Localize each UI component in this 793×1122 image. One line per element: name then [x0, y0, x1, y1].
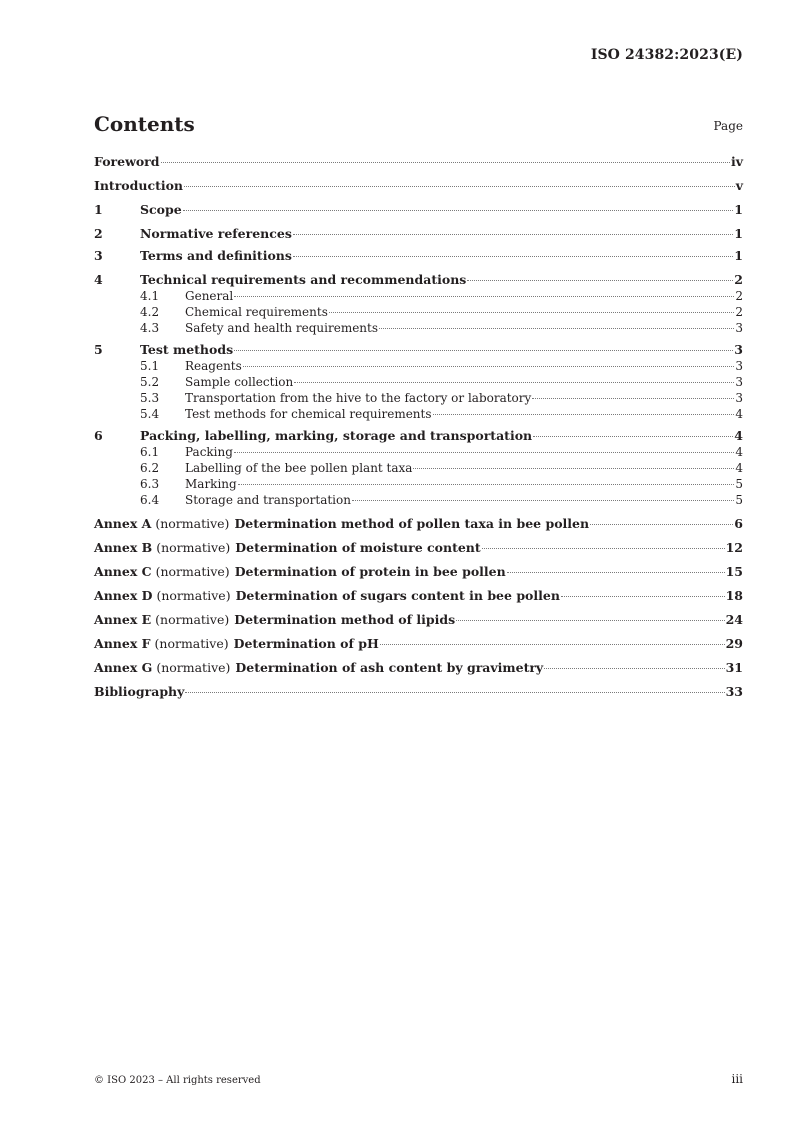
- annex-label: Annex B: [94, 540, 153, 555]
- copyright-notice: © ISO 2023 – All rights reserved: [94, 1075, 261, 1086]
- clause-number: 4: [94, 272, 103, 287]
- document-code: ISO 24382:2023(E): [590, 47, 743, 63]
- toc-annex-e[interactable]: [94, 612, 743, 628]
- toc-entry-label: Terms and definitions: [140, 248, 292, 263]
- subclause-number: 5.4: [140, 407, 160, 421]
- toc-subclause-6-4[interactable]: [94, 492, 743, 508]
- toc-annex-c[interactable]: [94, 564, 743, 580]
- subclause-number: 5.1: [140, 359, 160, 373]
- dot-leader: [413, 468, 734, 469]
- toc-entry-page: v: [735, 178, 743, 193]
- toc-clause-5[interactable]: [94, 342, 743, 358]
- toc-entry-label: Reagents: [185, 359, 242, 373]
- dot-leader: [433, 414, 735, 415]
- toc-entry-page: 3: [734, 342, 743, 357]
- toc-entry-page: 3: [735, 321, 743, 335]
- toc-entry-page: 15: [725, 564, 743, 579]
- toc-subclause-5-3[interactable]: [94, 390, 743, 406]
- dot-leader: [161, 162, 730, 163]
- dot-leader: [329, 312, 734, 313]
- toc-entry-page: 2: [735, 289, 743, 303]
- subclause-number: 4.3: [140, 321, 160, 335]
- subclause-number: 5.3: [140, 391, 160, 405]
- annex-type: (normative): [156, 540, 231, 555]
- dot-leader: [379, 328, 734, 329]
- toc-entry-label: Labelling of the bee pollen plant taxa: [185, 461, 413, 475]
- toc-subclause-4-1[interactable]: [94, 288, 743, 304]
- annex-type: (normative): [155, 564, 230, 579]
- annex-label: Annex D: [94, 588, 153, 603]
- subclause-number: 4.1: [140, 289, 160, 303]
- toc-entry-page: 6: [734, 516, 743, 531]
- toc-entry-label: General: [185, 289, 234, 303]
- toc-entry-label: Test methods: [140, 342, 234, 357]
- dot-leader: [183, 210, 734, 211]
- toc-entry-page: 3: [735, 359, 743, 373]
- toc-entry-page: 5: [735, 477, 743, 491]
- toc-entry-page: iv: [730, 154, 743, 169]
- dot-leader: [482, 548, 725, 549]
- dot-leader: [234, 452, 734, 453]
- toc-entry-label: Packing: [185, 445, 233, 459]
- toc-subclause-6-2[interactable]: [94, 460, 743, 476]
- toc-clause-4[interactable]: [94, 272, 743, 288]
- annex-type: (normative): [154, 636, 229, 651]
- dot-leader: [456, 620, 724, 621]
- annex-title: Determination of sugars content in bee pollen: [235, 588, 560, 603]
- toc-annex-f[interactable]: [94, 636, 743, 652]
- dot-leader: [561, 596, 725, 597]
- toc-entry-page: 18: [725, 588, 743, 603]
- dot-leader: [293, 256, 733, 257]
- toc-entry-page: 12: [725, 540, 743, 555]
- toc-entry-page: 33: [725, 684, 743, 699]
- toc-entry-bibliography[interactable]: [94, 684, 743, 700]
- dot-leader: [533, 436, 733, 437]
- subclause-number: 4.2: [140, 305, 160, 319]
- toc-annex-a[interactable]: [94, 516, 743, 532]
- clause-number: 1: [94, 202, 103, 217]
- annex-label: Annex A: [94, 516, 152, 531]
- toc-entry-label: Introduction: [94, 178, 184, 193]
- toc-clause-6[interactable]: [94, 428, 743, 444]
- toc-entry-label: Transportation from the hive to the factory or laboratory: [185, 391, 532, 405]
- toc-subclause-4-3[interactable]: [94, 320, 743, 336]
- toc-subclause-4-2[interactable]: [94, 304, 743, 320]
- toc-entry-page: 3: [735, 375, 743, 389]
- toc-entry-page: 2: [734, 272, 743, 287]
- toc-entry-introduction[interactable]: [94, 178, 743, 194]
- toc-subclause-6-1[interactable]: [94, 444, 743, 460]
- subclause-number: 6.2: [140, 461, 160, 475]
- dot-leader: [467, 280, 733, 281]
- dot-leader: [234, 350, 733, 351]
- page-number: iii: [731, 1072, 743, 1086]
- toc-entry-page: 3: [735, 391, 743, 405]
- toc-entry-label: Safety and health requirements: [185, 321, 379, 335]
- toc-subclause-6-3[interactable]: [94, 476, 743, 492]
- annex-label: Annex C: [94, 564, 152, 579]
- dot-leader: [243, 366, 735, 367]
- toc-entry-label: Marking: [185, 477, 237, 491]
- clause-number: 3: [94, 248, 103, 263]
- annex-title: Determination of protein in bee pollen: [234, 564, 506, 579]
- toc-entry-page: 4: [735, 407, 743, 421]
- annex-label: Annex F: [94, 636, 151, 651]
- dot-leader: [293, 234, 733, 235]
- clause-number: 2: [94, 226, 103, 241]
- toc-entry-page: 1: [734, 226, 743, 241]
- toc-entry-label: Chemical requirements: [185, 305, 328, 319]
- subclause-number: 5.2: [140, 375, 160, 389]
- annex-type: (normative): [155, 516, 230, 531]
- toc-entry-page: 31: [725, 660, 743, 675]
- dot-leader: [352, 500, 734, 501]
- toc-subclause-5-1[interactable]: [94, 358, 743, 374]
- toc-entry-page: 1: [734, 248, 743, 263]
- toc-clause-2[interactable]: [94, 226, 743, 242]
- toc-subclause-5-4[interactable]: [94, 406, 743, 422]
- toc-entry-page: 29: [725, 636, 743, 651]
- toc-clause-1[interactable]: [94, 202, 743, 218]
- clause-number: 6: [94, 428, 103, 443]
- toc-entry-label: Test methods for chemical requirements: [185, 407, 432, 421]
- dot-leader: [590, 524, 733, 525]
- toc-entry-page: 1: [734, 202, 743, 217]
- annex-title: Determination of pH: [233, 636, 379, 651]
- toc-entry-label: Packing, labelling, marking, storage and transportation: [140, 428, 533, 443]
- dot-leader: [184, 186, 735, 187]
- toc-entry-page: 4: [734, 428, 743, 443]
- toc-entry-label: Normative references: [140, 226, 292, 241]
- toc-clause-3[interactable]: [94, 248, 743, 264]
- toc-entry-page: 4: [735, 445, 743, 459]
- toc-entry-page: 4: [735, 461, 743, 475]
- toc-entry-label: Foreword: [94, 154, 160, 169]
- page-column-label: Page: [713, 119, 743, 133]
- annex-type: (normative): [156, 588, 231, 603]
- table-of-contents: [94, 154, 743, 700]
- toc-entry-label: Storage and transportation: [185, 493, 351, 507]
- annex-type: (normative): [155, 612, 230, 627]
- dot-leader: [294, 382, 734, 383]
- clause-number: 5: [94, 342, 103, 357]
- annex-label: Annex E: [94, 612, 152, 627]
- subclause-number: 6.4: [140, 493, 160, 507]
- toc-entry-label: Technical requirements and recommendations: [140, 272, 467, 287]
- toc-annex-b[interactable]: [94, 540, 743, 556]
- subclause-number: 6.3: [140, 477, 160, 491]
- annex-type: (normative): [156, 660, 231, 675]
- annex-title: Determination of ash content by gravimetry: [235, 660, 544, 675]
- dot-leader: [234, 296, 734, 297]
- annex-label: Annex G: [94, 660, 153, 675]
- toc-entry-label: Bibliography: [94, 684, 185, 699]
- annex-title: Determination method of lipids: [234, 612, 456, 627]
- dot-leader: [544, 668, 724, 669]
- page-title: Contents: [94, 112, 195, 136]
- toc-subclause-5-2[interactable]: [94, 374, 743, 390]
- toc-annex-d[interactable]: [94, 588, 743, 604]
- toc-entry-foreword[interactable]: [94, 154, 743, 170]
- toc-entry-page: 24: [725, 612, 743, 627]
- dot-leader: [238, 484, 735, 485]
- dot-leader: [507, 572, 725, 573]
- toc-entry-label: Scope: [140, 202, 182, 217]
- toc-annex-g[interactable]: [94, 660, 743, 676]
- annex-title: Determination of moisture content: [235, 540, 481, 555]
- dot-leader: [380, 644, 725, 645]
- subclause-number: 6.1: [140, 445, 160, 459]
- toc-entry-page: 2: [735, 305, 743, 319]
- dot-leader: [532, 398, 734, 399]
- dot-leader: [185, 692, 724, 693]
- annex-title: Determination method of pollen taxa in bee pollen: [234, 516, 590, 531]
- toc-entry-label: Sample collection: [185, 375, 294, 389]
- toc-entry-page: 5: [735, 493, 743, 507]
